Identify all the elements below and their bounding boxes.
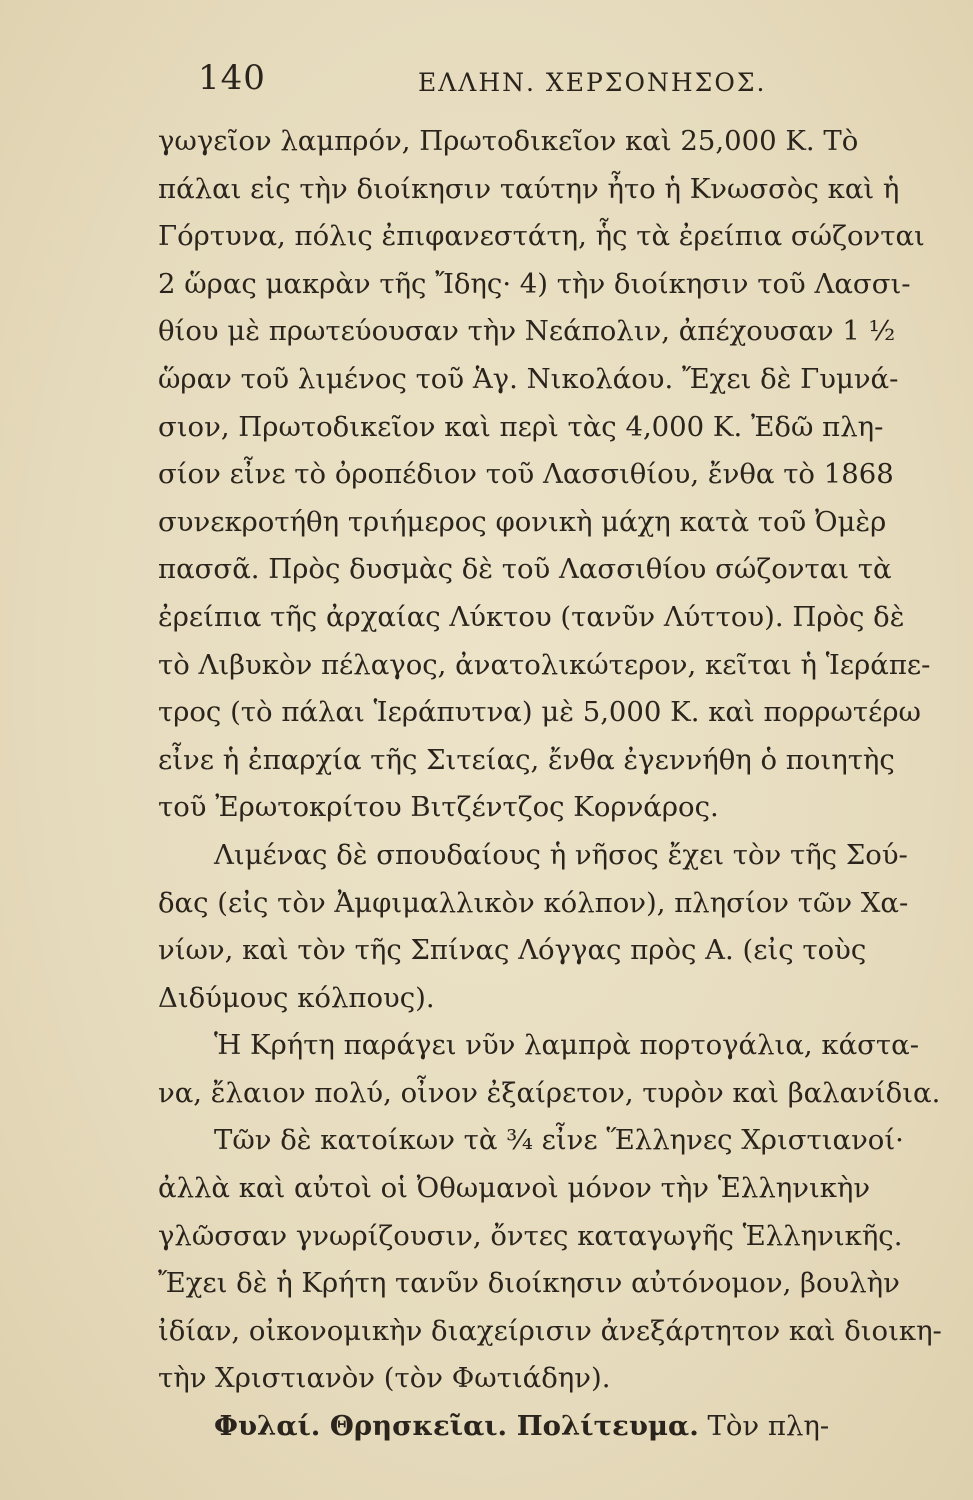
text-line: να, ἔλαιον πολύ, οἶνον ἐξαίρετον, τυρὸν καὶ βαλανίδια. [158,1076,941,1109]
paragraph-start-line: Λιμένας δὲ σπουδαίους ἡ νῆσος ἔχει τὸν τῆς Σού- [214,838,908,871]
text-line: ἐρείπια τῆς ἀρχαίας Λύκτου (τανῦν Λύττου). Πρὸς δὲ [158,600,905,633]
text-line: σιον, Πρωτοδικεῖον καὶ περὶ τὰς 4,000 Κ. Ἐδῶ πλη- [158,410,884,443]
text-line: ἰδίαν, οἰκονομικὴν διαχείρισιν ἀνεξάρτητον καὶ διοικη- [158,1314,942,1347]
body-text [158,118,948,1451]
text-line: νίων, καὶ τὸν τῆς Σπίνας Λόγγας πρὸς Α. (εἰς τοὺς [158,934,867,967]
text-line: τὴν Χριστιανὸν (τὸν Φωτιάδην). [158,1362,611,1395]
paragraph-start-line: Ἡ Κρήτη παράγει νῦν λαμπρὰ πορτογάλια, κάστα- [214,1029,919,1062]
text-line: γλῶσσαν γνωρίζουσιν, ὄντες καταγωγῆς Ἑλληνικῆς. [158,1219,903,1252]
text-line: τοῦ Ἐρωτοκρίτου Βιτζέντζος Κορνάρος. [158,791,719,824]
text-line: δας (εἰς τὸν Ἀμφιμαλλικὸν κόλπον), πλησίον τῶν Χα- [158,886,909,919]
text-line: 2 ὥρας μακρὰν τῆς Ἴδης· 4) τὴν διοίκησιν τοῦ Λασσι- [158,267,911,300]
text-line: τὸ Λιβυκὸν πέλαγος, ἀνατολικώτερον, κεῖται ἡ Ἱεράπε- [158,648,931,681]
running-head: ΕΛΛΗΝ. ΧΕΡΣΟΝΗΣΟΣ. [418,68,767,97]
text-line: Γόρτυνα, πόλις ἐπιφανεστάτη, ἧς τὰ ἐρείπια σώζονται [158,220,925,253]
section-heading-line [158,1403,948,1451]
text-line: θίου μὲ πρωτεύουσαν τὴν Νεάπολιν, ἀπέχουσαν 1 ½ [158,315,896,348]
page-number: 140 [198,58,266,98]
text-line: συνεκροτήθη τριήμερος φονικὴ μάχη κατὰ τοῦ Ὀμὲρ [158,505,887,538]
text-line: γωγεῖον λαμπρόν, Πρωτοδικεῖον καὶ 25,000 Κ. Τὸ [158,125,859,157]
text-line: πασσᾶ. Πρὸς δυσμὰς δὲ τοῦ Λασσιθίου σώζονται τὰ [158,553,892,586]
text-line-continuation: Τὸν πλη- [707,1410,830,1443]
text-line: ἀλλὰ καὶ αὐτοὶ οἱ Ὀθωμανοὶ μόνον τὴν Ἑλληνικὴν [158,1172,871,1205]
text-line: ὥραν τοῦ λιμένος τοῦ Ἁγ. Νικολάου. Ἔχει δὲ Γυμνά- [158,362,899,395]
section-heading: Φυλαί. Θρησκεῖαι. Πολίτευμα. [214,1410,699,1443]
text-line: Ἔχει δὲ ἡ Κρήτη τανῦν διοίκησιν αὐτόνομον, βουλὴν [158,1267,900,1300]
page-header [0,58,973,108]
text-line: Διδύμους κόλπους). [158,981,435,1014]
text-line: πάλαι εἰς τὴν διοίκησιν ταύτην ἦτο ἡ Κνωσσὸς καὶ ἡ [158,172,900,205]
text-line: τρος (τὸ πάλαι Ἱεράπυτνα) μὲ 5,000 Κ. καὶ πορρωτέρω [158,696,921,729]
text-line: εἶνε ἡ ἐπαρχία τῆς Σιτείας, ἔνθα ἐγεννήθη ὁ ποιητὴς [158,743,895,776]
text-line: Τῶν δὲ κατοίκων τὰ ¾ εἶνε Ἕλληνες Χριστιανοί· [214,1124,904,1157]
text-line: σίον εἶνε τὸ ὀροπέδιον τοῦ Λασσιθίου, ἔνθα τὸ 1868 [158,458,894,491]
